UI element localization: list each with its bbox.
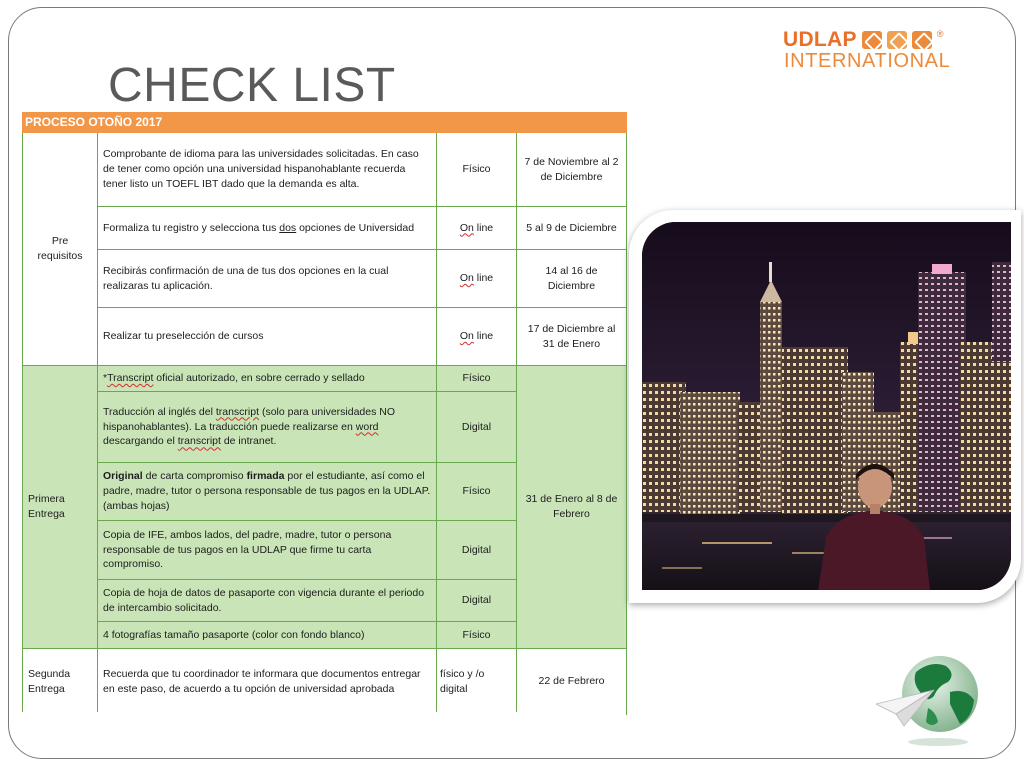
task-text: descargando el — [103, 435, 178, 448]
format-cell: Físico — [437, 463, 517, 521]
task-cell: 4 fotografías tamaño pasaporte (color con fondo blanco) — [98, 622, 437, 649]
checklist-table — [22, 112, 627, 715]
date-cell: 5 al 9 de Diciembre — [517, 207, 627, 250]
task-text: Traducción al inglés del — [103, 405, 216, 418]
task-cell: Recibirás confirmación de una de tus dos opciones en la cual realizaras tu aplicación. — [98, 250, 437, 308]
format-text-flagged: On — [459, 330, 474, 343]
logo-glyph-icon — [912, 31, 932, 49]
task-cell: Copia de IFE, ambos lados, del padre, madre, tutor o persona responsable de tus pagos en la UDLAP que firme tu carta compromiso. — [98, 521, 437, 580]
format-text: line — [473, 221, 494, 234]
date-cell: 22 de Febrero — [517, 649, 627, 715]
task-text-flagged: transcript — [215, 405, 260, 418]
stage-pre-requisitos: Pre requisitos — [23, 133, 98, 366]
format-cell: físico y /o digital — [437, 649, 517, 715]
format-text-flagged: On — [459, 272, 474, 285]
task-text: Formaliza tu registro y selecciona tus — [103, 221, 280, 234]
task-text-flagged: Transcript — [107, 372, 154, 385]
task-text-underlined: dos — [279, 221, 297, 234]
task-cell: Comprobante de idioma para las universidades solicitadas. En caso de tener como opción una universidad hispanohablante recuerda tener listo un TOEFL IBT dado que la demanda es alta. — [98, 133, 437, 207]
task-text: de intranet. — [220, 435, 277, 448]
format-cell: Digital — [437, 580, 517, 622]
logo-subtitle-text: INTERNATIONAL — [784, 50, 951, 72]
task-text-flagged: word — [355, 420, 379, 433]
format-cell — [437, 250, 517, 308]
task-text: de carta compromiso — [142, 470, 247, 483]
stage-segunda-entrega: Segunda Entrega — [23, 649, 98, 715]
logo-glyph-icon — [887, 31, 907, 49]
date-cell: 7 de Noviembre al 2 de Diciembre — [517, 133, 627, 207]
format-text: line — [473, 330, 494, 343]
task-text: por el estudiante, así como el padre, madre, tutor o persona responsable de tus pagos en la UDLAP. (ambas hojas) — [103, 470, 431, 512]
task-cell — [98, 392, 437, 463]
task-text: (solo para universidades NO hispanohablantes). La traducción puede realizarse en — [103, 405, 396, 433]
logo-registered-mark: ® — [936, 29, 944, 39]
table-row — [23, 649, 627, 715]
date-cell: 31 de Enero al 8 de Febrero — [517, 366, 627, 649]
logo-glyph-icon — [862, 31, 882, 49]
table-header-row — [23, 113, 627, 133]
table-row — [23, 250, 627, 308]
table-cutoff — [22, 712, 626, 724]
format-cell: Físico — [437, 622, 517, 649]
table-row — [23, 366, 627, 392]
globe-paper-plane-icon — [876, 652, 984, 748]
task-text-bold: Original — [103, 470, 143, 483]
page-title: CHECK LIST — [108, 59, 396, 112]
task-text-bold: firmada — [246, 470, 285, 483]
task-cell — [98, 207, 437, 250]
logo-brand-text: UDLAP — [783, 28, 857, 51]
table-header: PROCESO OTOÑO 2017 — [23, 113, 627, 133]
task-cell: Copia de hoja de datos de pasaporte con vigencia durante el periodo de intercambio solicitado. — [98, 580, 437, 622]
task-cell: Realizar tu preselección de cursos — [98, 308, 437, 366]
format-text: line — [473, 272, 494, 285]
task-text: * — [103, 372, 108, 385]
task-cell: Recuerda que tu coordinador te informara que documentos entregar en este paso, de acuerdo a tu opción de universidad aprobada — [98, 649, 437, 715]
format-cell: Digital — [437, 392, 517, 463]
city-night-photo — [642, 222, 1011, 590]
task-text: oficial autorizado, en sobre cerrado y sellado — [153, 372, 365, 385]
table-row — [23, 207, 627, 250]
task-text-flagged: transcript — [177, 435, 221, 448]
date-cell: 17 de Diciembre al 31 de Enero — [517, 308, 627, 366]
format-cell — [437, 308, 517, 366]
task-cell — [98, 366, 437, 392]
date-cell: 14 al 16 de Diciembre — [517, 250, 627, 308]
format-cell: Físico — [437, 133, 517, 207]
format-text-flagged: On — [459, 221, 474, 234]
udlap-international-logo — [783, 28, 973, 74]
task-cell — [98, 463, 437, 521]
format-cell — [437, 207, 517, 250]
task-text: opciones de Universidad — [296, 221, 415, 234]
stage-primera-entrega: Primera Entrega — [23, 366, 98, 649]
format-cell: Físico — [437, 366, 517, 392]
table-row — [23, 133, 627, 207]
format-cell: Digital — [437, 521, 517, 580]
table-row — [23, 308, 627, 366]
